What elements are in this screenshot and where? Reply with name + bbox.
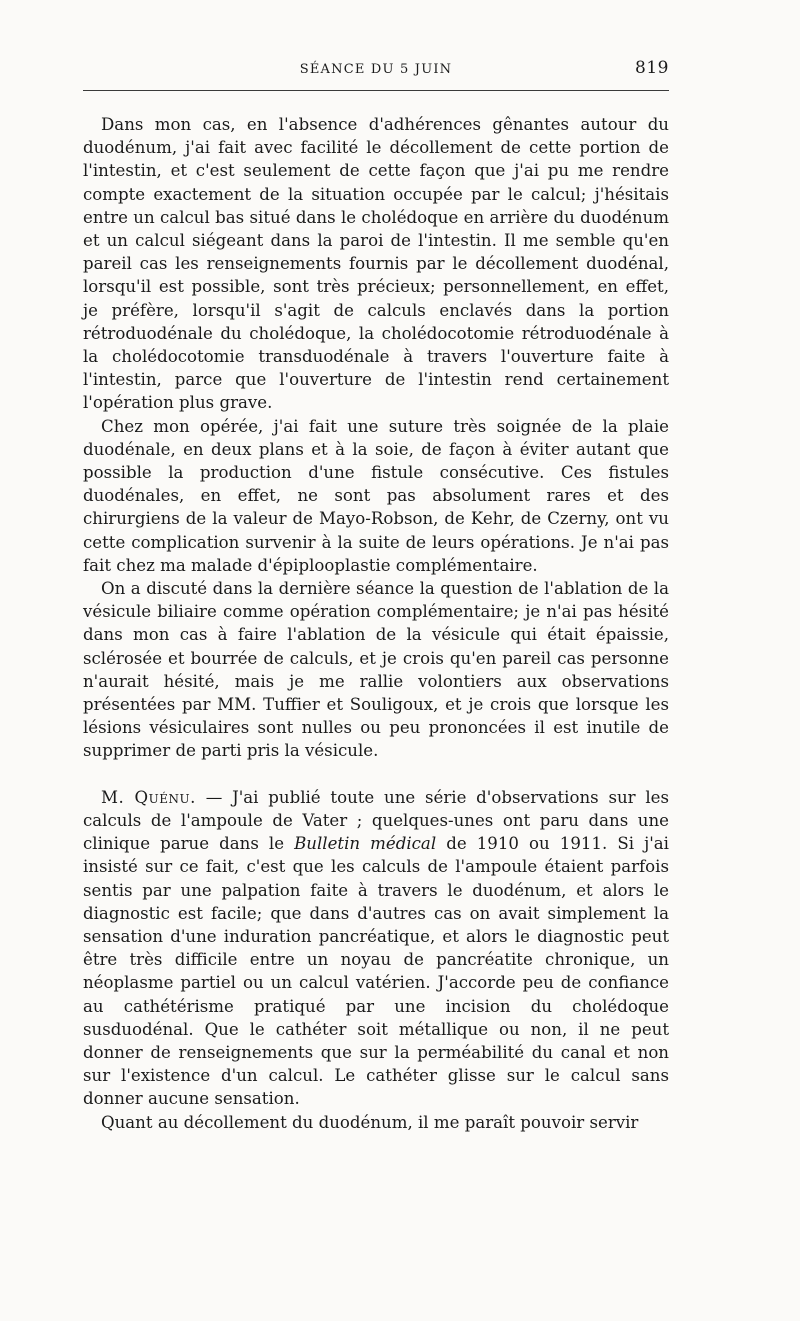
body-paragraph: Quant au décollement du duodénum, il me paraît pouvoir servir [101,1112,639,1132]
body-paragraph: Chez mon opérée, j'ai fait une suture très soignée de la plaie duodénale, en deux plans et à la soie, de façon à éviter autant que possible la production d'une fistule consécutive. Ces fistules duodénales, en effet, ne sont pas absolument rares et des chirurgiens de la valeur de Mayo-Robson, de Kehr, de Czerny, ont vu cette complication survenir à la suite de leurs opérations. Je n'ai pas fait chez ma malade d'épiplooplastie complémentaire. [83,416,669,575]
running-title: SÉANCE DU 5 JUIN [299,62,453,77]
book-page [83,52,669,1134]
page-number: 819 [635,58,669,78]
body-paragraph: On a discuté dans la dernière séance la question de l'ablation de la vésicule biliaire comme opération complémentaire; je n'ai pas hésité dans mon cas à faire l'ablation de la vésicule qui était épaissie, sclérosée et bourrée de calculs, et je crois qu'en pareil cas personne n'aurait hésité, mais je me rallie volontiers aux observations présentées par MM. Tuffier et Souligoux, et je crois que lorsque les lésions vésiculaires sont nulles ou peu prononcées il est inutile de supprimer de parti pris la vésicule. [83,579,669,761]
journal-title: Bulletin médical [294,834,437,854]
intervention-text: de 1910 ou 1911. Si j'ai insisté sur ce fait, c'est que les calculs de l'ampoule étaient parfois sentis par une palpation faite à travers le duodénum, et alors le diagnostic est facile; que dans d'autres cas on avait simplement la sensation d'une induration pancréatique, et alors le diagnostic peut être très difficile entre un noyau de pancréatite chronique, un néoplasme partiel ou un calcul vatérien. J'accorde peu de confiance au cathétérisme pratiqué par une incision du cholédoque susduodénal. Que le cathéter soit métallique ou non, il ne peut donner de renseignements que sur la perméabilité du canal et non sur l'existence d'un calcul. Le cathéter glisse sur le calcul sans donner aucune sensation. [83,834,669,1109]
body-paragraph: Dans mon cas, en l'absence d'adhérences gênantes autour du duodénum, j'ai fait avec facilité le décollement de cette portion de l'intestin, et c'est seulement de cette façon que j'ai pu me rendre compte exactement de la situation occupée par le calcul; j'hésitais entre un calcul bas situé dans le cholédoque en arrière du duodénum et un calcul siégeant dans la paroi de l'intestin. Il me semble qu'en pareil cas les renseignements fournis par le décollement duodénal, lorsqu'il est possible, sont très précieux; personnellement, en effet, je préfère, lorsqu'il s'agit de calculs enclavés dans la portion rétroduodénale du cholédoque, la cholédocotomie rétroduodénale à la cholédocotomie transduodénale à travers l'ouverture faite à l'intestin, parce que l'ouverture de l'intestin rend certainement l'opération plus grave. [83,115,669,413]
intervention-text: — J'ai publié toute une série d'observations sur les calculs de l'ampoule de Vater ; quelques-unes ont paru dans une clinique parue dans le [83,787,669,854]
running-header [83,52,669,84]
speaker-name: M. Quénu. [101,787,196,807]
header-rule [83,90,669,91]
queenu-intervention [83,786,669,1111]
